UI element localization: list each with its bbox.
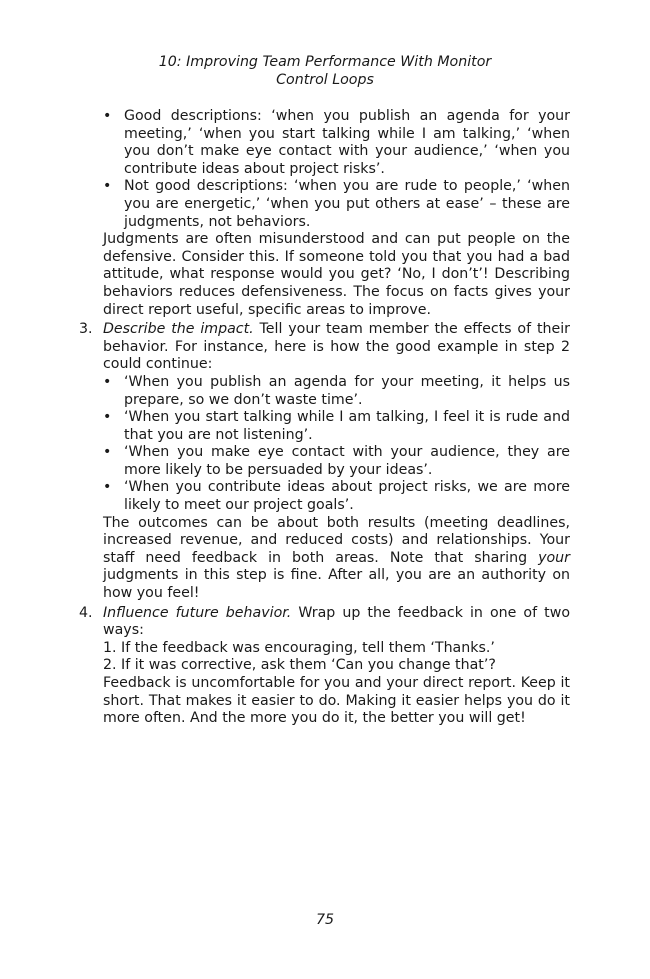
step-title: Describe the impact. (103, 321, 254, 338)
page-number: 75 (315, 912, 335, 928)
bullet-text: Good descriptions: ‘when you publish an agenda for your meeting,’ ‘when you start talking while I am talking,’ ‘when you don’t make eye contact with your audience,’ ‘when you contribute ideas about project risks’. (124, 108, 570, 177)
outcome-emphasis: your (538, 549, 570, 566)
paragraph-judgments: Judgments are often misunderstood and can put people on the defensive. Consider this. If someone told you that you had a bad attitude, what response would you get? ‘No, I don’t’! Describing behaviors reduces defensiveness. The focus on facts gives your direct report useful, specific areas to improve. (103, 231, 570, 318)
bullet-glyph: • (103, 479, 112, 496)
bullet-item (103, 374, 570, 409)
bullet-glyph: • (103, 409, 112, 426)
sub-item: 2. If it was corrective, ask them ‘Can you change that’? (103, 657, 496, 674)
running-header (0, 53, 650, 89)
bullet-glyph: • (103, 178, 112, 195)
bullet-item (103, 444, 570, 479)
bullet-item (103, 479, 570, 514)
bullet-glyph: • (103, 108, 112, 124)
outcome-text-pre: The outcomes can be about both results (meeting deadlines, increased revenue, and reduced costs) and relationships. Your staff need feedback in both areas. Note that sharing (103, 514, 570, 566)
paragraph-closing: Feedback is uncomfortable for you and your direct report. Keep it short. That makes it easier to do. Making it easier helps you do it more often. And the more you do it, the better you will get! (103, 675, 570, 727)
bullet-text: Not good descriptions: ‘when you are rude to people,’ ‘when you are energetic,’ ‘when you put others at ease’ – these are judgments, not behaviors. (124, 178, 570, 230)
bullet-text: ‘When you start talking while I am talking, I feel it is rude and that you are not listening’. (124, 409, 570, 443)
page-body (79, 108, 571, 728)
outcome-text-post: judgments in this step is fine. After all, you are an authority on how you feel! (103, 567, 570, 602)
header-line-2: Control Loops (276, 72, 374, 88)
step-3 (79, 321, 571, 374)
bullet-text: ‘When you publish an agenda for your meeting, it helps us prepare, so we don’t waste time’. (124, 373, 570, 408)
bullet-text: ‘When you contribute ideas about project risks, we are more likely to meet our project goals’. (124, 479, 570, 514)
header-line-1: 10: Improving Team Performance With Monitor (158, 54, 492, 70)
step-number: 4. (79, 604, 93, 621)
bullet-item (103, 108, 570, 178)
step-title: Influence future behavior. (103, 604, 292, 621)
bullet-item (103, 178, 570, 231)
paragraph-outcomes (103, 515, 570, 603)
bullet-glyph: • (103, 373, 112, 390)
bullet-item (103, 409, 570, 444)
step-text: Tell your team member the effects of their behavior. For instance, here is how the good example in step 2 could continue: (103, 321, 571, 373)
step-4 (79, 604, 571, 640)
step-number: 3. (79, 321, 93, 338)
bullet-text: ‘When you make eye contact with your audience, they are more likely to be persuaded by your ideas’. (124, 444, 570, 478)
step-text: Wrap up the feedback in one of two ways: (103, 604, 571, 639)
bullet-glyph: • (103, 444, 112, 461)
sub-item: 1. If the feedback was encouraging, tell them ‘Thanks.’ (103, 639, 495, 656)
